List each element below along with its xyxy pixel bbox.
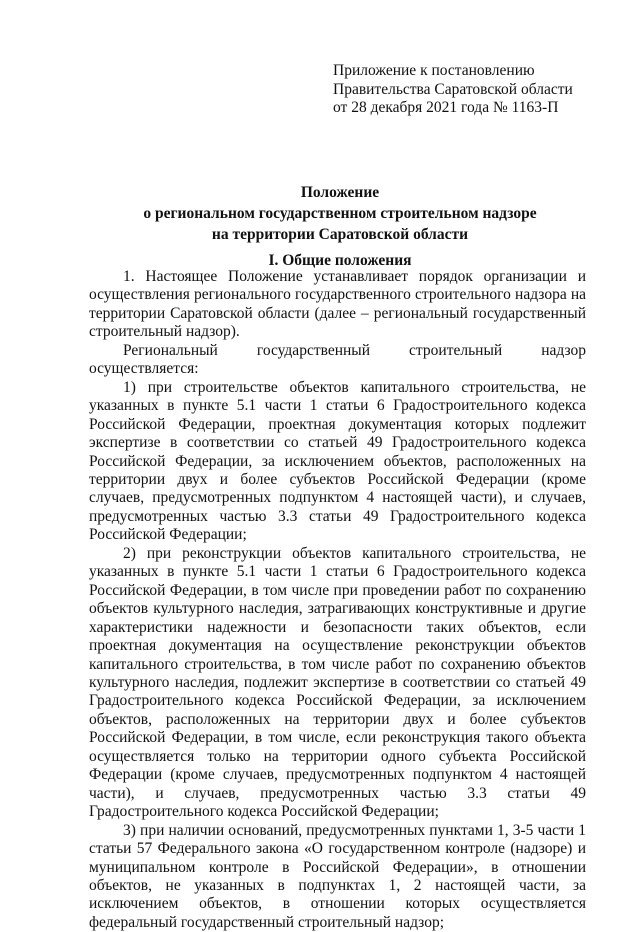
appendix-line-3: от 28 декабря 2021 года № 1163-П [333, 99, 559, 116]
title-line-2: о региональном государственном строительном надзоре [143, 205, 537, 222]
section-heading: I. Общие положения [268, 252, 412, 269]
appendix-line-2: Правительства Саратовской области [333, 80, 573, 98]
paragraph-item-3: 3) при наличии оснований, предусмотренных пунктами 1, 3-5 части 1 статьи 57 Федерального закона «О государственном контроле (надзоре) и муниципальном контроле в Российской Федерации», в отношении объектов, не указанных в подпунктах 1, 2 настоящей части, за исключением объектов, в отношении которых осуществляется федеральный государственный строительный надзор; [89, 821, 586, 931]
paragraph-item-2: 2) при реконструкции объектов капитального строительства, не указанных в пункте 5.1 части 1 статьи 6 Градостроительного кодекса Российской Федерации, в том числе при проведении работ по сохранению объектов культурного наследия, затрагивающих конструктивные и другие характеристики надежности и безопасности таких объектов, если проектная документация на осуществление реконструкции объектов капитального строительства, в том числе работ по сохранению объектов культурного наследия, подлежит экспертизе в соответствии со статьей 49 Градостроительного кодекса Российской Федерации, за исключением объектов, расположенных на территории двух и более субъектов Российской Федерации, в том числе, если реконструкция такого объекта осуществляется только на территории одного субъекта Российской Федерации (кроме случаев, предусмотренных подпунктом 4 настоящей части), и случаев, предусмотренных частью 3.3 статьи 49 Градостроительного кодекса Российской Федерации; [89, 544, 586, 821]
paragraph-2: Региональный государственный строительный надзор осуществляется: [89, 341, 586, 378]
title-line-1: Положение [300, 184, 380, 201]
paragraph-item-1: 1) при строительстве объектов капитального строительства, не указанных в пункте 5.1 части 1 статьи 6 Градостроительного кодекса Российской Федерации, проектная документация которых подлежит экспертизе в соответствии со статьей 49 Градостроительного кодекса Российской Федерации, за исключением объектов, расположенных на территории двух и более субъектов Российской Федерации (кроме случаев, предусмотренных подпунктом 4 настоящей части), и случаев, предусмотренных частью 3.3 статьи 49 Градостроительного кодекса Российской Федерации; [89, 378, 586, 544]
document-title [60, 182, 620, 245]
title-line-3: на территории Саратовской области [211, 226, 469, 243]
paragraph-1: 1. Настоящее Положение устанавливает порядок организации и осуществления регионального государственного строительного надзора на территории Саратовской области (далее – региональный государственный строительный надзор). [89, 268, 586, 341]
appendix-line-1: Приложение к постановлению [333, 62, 535, 79]
document-body [89, 268, 586, 932]
appendix-note [333, 62, 613, 118]
